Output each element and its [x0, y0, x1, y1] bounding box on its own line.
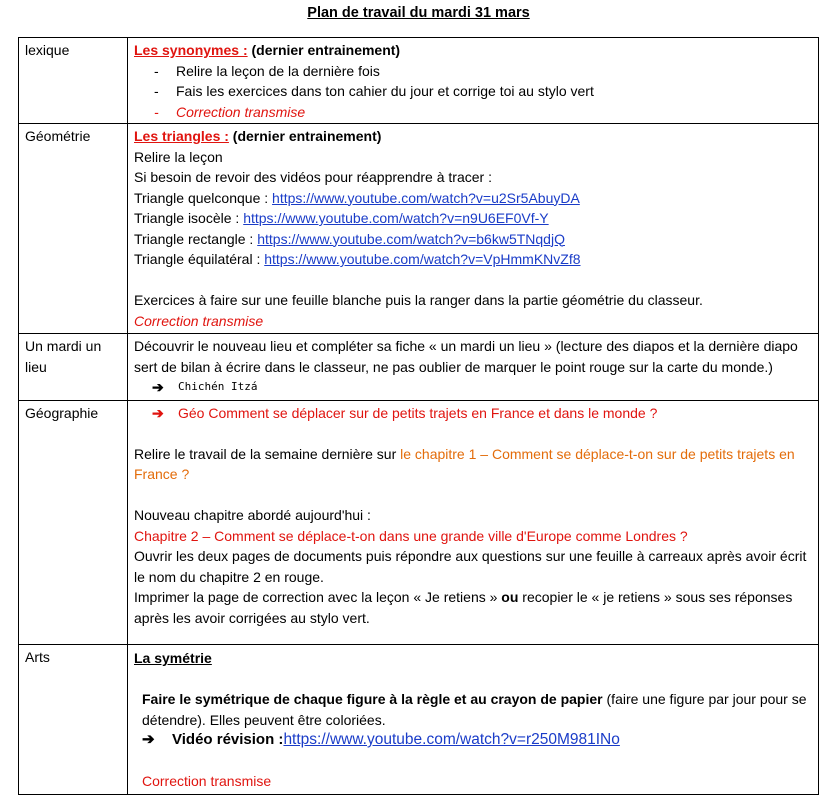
geometrie-exercise: Exercices à faire sur une feuille blanche puis la ranger dans la partie géométrie du classeur.	[134, 292, 703, 308]
geographie-chapter2: Chapitre 2 – Comment se déplace-t-on dans une grande ville d'Europe comme Londres ?	[134, 527, 688, 544]
video-link-isocele[interactable]: https://www.youtube.com/watch?v=n9U6EF0Vf-Y	[243, 210, 549, 226]
arrow-icon: ➔	[152, 404, 164, 421]
page-title: Plan de travail du mardi 31 mars	[307, 5, 530, 21]
geographie-heading: Géo Comment se déplacer sur de petits trajets en France et dans le monde ?	[178, 404, 658, 421]
video-link-equilateral[interactable]: https://www.youtube.com/watch?v=VpHmmKNvZf8	[264, 251, 581, 267]
mardi-text: Découvrir le nouveau lieu et compléter sa fiche « un mardi un lieu » (lecture des diapos et la dernière diapo sert de bilan à écrire dans le classeur, ne pas oublier de marquer le point rouge sur la carte du monde.)	[134, 338, 798, 375]
list-item: Triangle rectangle : https://www.youtube.com/watch?v=b6kw5TNqdjQ	[134, 230, 565, 247]
content-geometrie: Les triangles : (dernier entrainement) Relire la leçon Si besoin de revoir des vidéos pour réapprendre à tracer : Triangle quelconque : https://www.youtube.com/watch?v=u2Sr5AbuyDA Triangle isocèle : https://www.youtube.com/watch?v=n9U6EF0Vf-Y Triangle rectangle : https://www.youtube.com/watch?v=b6kw5TNqdjQ Triangle équilatéral : https://www.youtube.com/watch?v=VpHmmKNvZf8 Exercices à faire sur une feuille blanche puis la ranger dans la partie géométrie du classeur. Correction transmise	[128, 124, 819, 334]
arts-video-label: Vidéo révision :	[172, 731, 284, 748]
geographie-new-chapter: Nouveau chapitre abordé aujourd'hui :	[134, 507, 371, 523]
content-mardi	[128, 334, 819, 401]
geographie-reread: Relire le travail de la semaine dernière sur le chapitre 1 – Comment se déplace-t-on sur de petits trajets en France ?	[134, 445, 795, 482]
list-item: Triangle isocèle : https://www.youtube.com/watch?v=n9U6EF0Vf-Y	[134, 210, 549, 226]
arrow-icon: ➔	[142, 731, 155, 748]
list-item: - Relire la leçon de la dernière fois	[154, 62, 380, 79]
arts-correction: Correction transmise	[142, 773, 272, 789]
subject-lexique: lexique	[19, 38, 128, 124]
geographie-print: Imprimer la page de correction avec la leçon « Je retiens » ou recopier le « je retiens » sous ses réponses après les avoir corrigées au stylo vert.	[134, 589, 793, 626]
work-plan-table	[18, 37, 819, 795]
lexique-heading: Les synonymes :	[134, 42, 248, 58]
content-geographie	[128, 400, 819, 645]
mardi-place: Chichén Itzá	[178, 380, 258, 393]
subject-geometrie: Géométrie	[19, 124, 128, 334]
table-row-geometrie	[19, 124, 819, 334]
table-row-geographie	[19, 400, 819, 645]
table-row-arts	[19, 645, 819, 795]
arts-task: Faire le symétrique de chaque figure à la règle et au crayon de papier (faire une figure par jour pour se détendre). Elles peuvent être coloriées.	[142, 691, 807, 728]
lexique-correction: - Correction transmise	[154, 103, 306, 120]
video-link-rectangle[interactable]: https://www.youtube.com/watch?v=b6kw5TNqdjQ	[257, 230, 565, 247]
geometrie-correction: Correction transmise	[134, 312, 264, 329]
subject-geographie: Géographie	[19, 400, 128, 645]
content-arts	[128, 645, 819, 795]
list-item: - Fais les exercices dans ton cahier du jour et corrige toi au stylo vert	[154, 83, 594, 99]
list-item: Triangle équilatéral : https://www.youtube.com/watch?v=VpHmmKNvZf8	[134, 251, 581, 267]
table-row-mardi	[19, 334, 819, 401]
subject-arts: Arts	[19, 645, 128, 795]
content-lexique	[128, 38, 819, 124]
geometrie-line2: Si besoin de revoir des vidéos pour réapprendre à tracer :	[134, 169, 492, 185]
table-row-lexique	[19, 38, 819, 124]
geographie-instructions: Ouvrir les deux pages de documents puis répondre aux questions sur une feuille à carreaux après avoir écrit le nom du chapitre 2 en rouge.	[134, 548, 807, 585]
video-link-quelconque[interactable]: https://www.youtube.com/watch?v=u2Sr5AbuyDA	[272, 189, 580, 206]
arrow-icon: ➔	[152, 379, 164, 395]
arts-heading: La symétrie	[134, 650, 212, 666]
geometrie-line1: Relire la leçon	[134, 148, 223, 165]
subject-mardi: Un mardi un lieu	[19, 334, 128, 401]
video-link-symetrie[interactable]: https://www.youtube.com/watch?v=r250M981INo	[283, 731, 620, 748]
list-item: Triangle quelconque : https://www.youtube.com/watch?v=u2Sr5AbuyDA	[134, 189, 580, 206]
lexique-heading-suffix: (dernier entrainement)	[247, 42, 401, 58]
geometrie-heading: Les triangles :	[134, 128, 229, 144]
